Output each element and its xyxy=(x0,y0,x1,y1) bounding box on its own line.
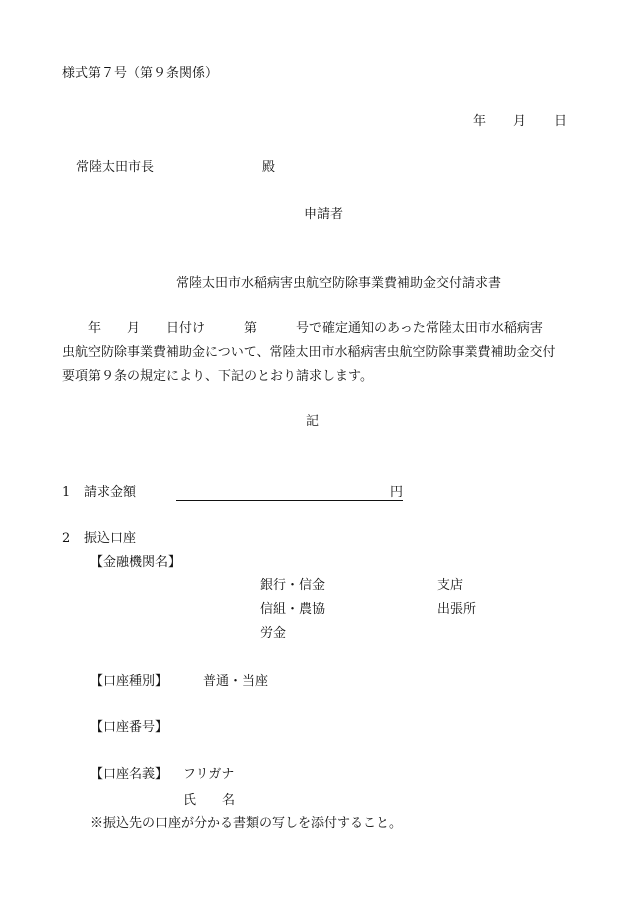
date-year: 年 xyxy=(473,114,487,129)
document-title: 常陸太田市水稲病害虫航空防除事業費補助金交付請求書 xyxy=(176,276,502,291)
account-holder-furigana: フリガナ xyxy=(183,767,235,782)
attachment-note: ※振込先の口座が分かる書類の写しを添付すること。 xyxy=(90,816,403,831)
addressee-name: 常陸太田市長 xyxy=(76,160,155,175)
form-number-label: 様式第７号（第９条関係） xyxy=(62,66,219,81)
bank-branch-2: 出張所 xyxy=(437,602,477,617)
date-month: 月 xyxy=(513,114,527,129)
account-number-heading: 【口座番号】 xyxy=(90,720,169,735)
amount-underline xyxy=(176,500,403,501)
applicant-label: 申請者 xyxy=(304,207,344,222)
item1-label: 請求金額 xyxy=(84,485,137,500)
bank-name-heading: 【金融機関名】 xyxy=(90,555,182,570)
ki-heading: 記 xyxy=(306,414,320,429)
account-type-value: 普通・当座 xyxy=(203,674,269,689)
amount-unit: 円 xyxy=(390,485,404,500)
bank-type-2: 信組・農協 xyxy=(260,602,326,617)
body-line-1: 年 月 日付け 第 号で確定通知のあった常陸太田市水稲病害 xyxy=(62,321,543,336)
item1-number: 1 xyxy=(62,485,71,500)
body-line-3: 要項第９条の規定により、下記のとおり請求します。 xyxy=(62,369,373,384)
request-body xyxy=(62,317,582,389)
account-type-heading: 【口座種別】 xyxy=(90,674,169,689)
addressee-honorific: 殿 xyxy=(262,160,276,175)
account-holder-name-label: 氏 名 xyxy=(183,793,236,808)
item2-number: 2 xyxy=(62,531,71,546)
item2-label: 振込口座 xyxy=(84,531,137,546)
date-day: 日 xyxy=(554,114,568,129)
bank-type-3: 労金 xyxy=(260,626,287,641)
account-holder-heading: 【口座名義】 xyxy=(90,767,169,782)
bank-type-1: 銀行・信金 xyxy=(260,578,326,593)
bank-branch-1: 支店 xyxy=(437,578,464,593)
body-line-2: 虫航空防除事業費補助金について、常陸太田市水稲病害虫航空防除事業費補助金交付 xyxy=(62,345,556,360)
